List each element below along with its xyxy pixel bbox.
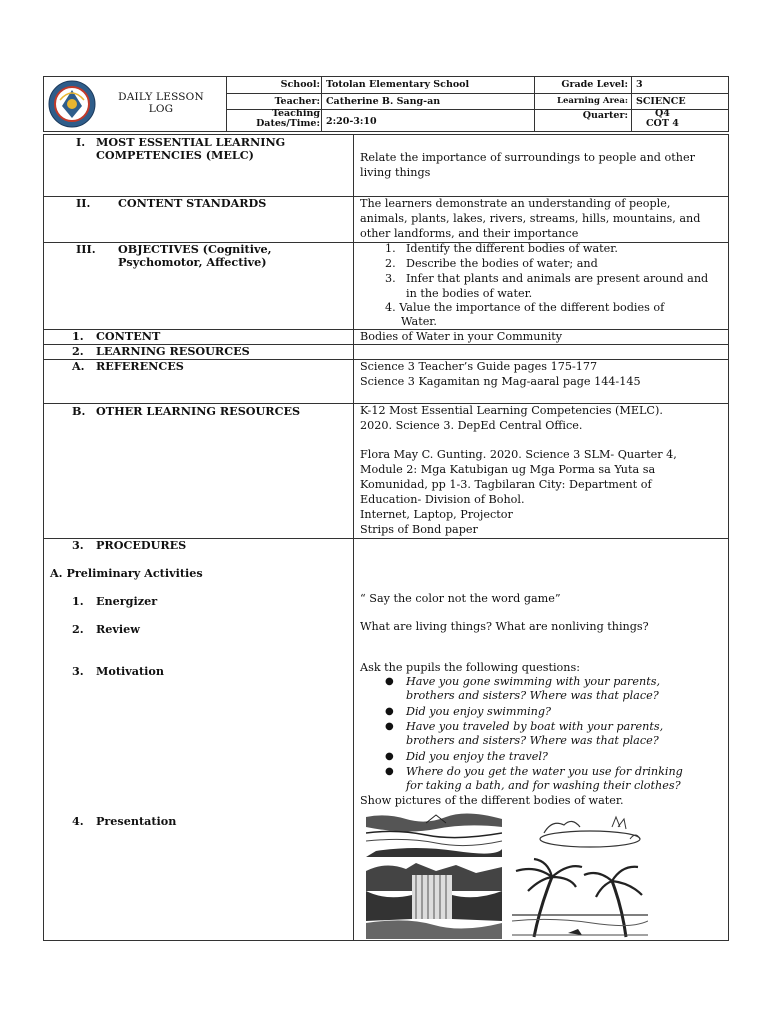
quarter-label: Quarter: — [582, 110, 628, 121]
quarter-value-block — [646, 109, 679, 129]
cs-text3: other landforms, and their importance — [360, 227, 579, 240]
document-title — [106, 91, 216, 115]
grade-label: Grade Level: — [561, 79, 628, 90]
q1-text2: brothers and sisters? Where was that place? — [406, 689, 659, 702]
obj4-text1: 4. Value the importance of the different bodies of — [385, 301, 665, 314]
rev-title: Review — [96, 622, 140, 636]
doc-title-line2: LOG — [148, 103, 174, 115]
q1-text1: Have you gone swimming with your parents, — [406, 675, 661, 688]
area-label: Learning Area: — [557, 96, 628, 106]
q2-text: Did you enjoy swimming? — [406, 705, 552, 718]
melc-title1: MOST ESSENTIAL LEARNING — [96, 135, 286, 149]
river-illustration — [366, 811, 502, 857]
rev-text: What are living things? What are nonliving things? — [360, 620, 649, 633]
olr-text2: 2020. Science 3. DepEd Central Office. — [360, 419, 583, 432]
olr-num: B. — [72, 404, 86, 418]
obj1-num: 1. — [385, 242, 396, 255]
teacher-label: Teacher: — [274, 96, 320, 107]
cs-text1: The learners demonstrate an understanding of people, — [360, 197, 671, 210]
olr-text8: Strips of Bond paper — [360, 523, 478, 536]
q3-text1: Have you traveled by boat with your parents, — [406, 720, 664, 733]
mot-title: Motivation — [96, 664, 165, 678]
area-value: SCIENCE — [636, 96, 686, 107]
melc-text2: living things — [360, 166, 431, 179]
content-text: Bodies of Water in your Community — [360, 330, 563, 343]
cs-text2: animals, plants, lakes, rivers, streams, hills, mountains, and — [360, 212, 701, 225]
waterfall-illustration — [366, 861, 502, 939]
logo-cell — [44, 77, 227, 131]
lr-num: 2. — [72, 344, 84, 358]
olr-text3: Flora May C. Gunting. 2020. Science 3 SLM- Quarter 4, — [360, 448, 677, 461]
bullet-icon: ● — [385, 766, 394, 777]
obj-num: III. — [76, 242, 96, 256]
grade-value: 3 — [636, 79, 643, 90]
dates-label-line2: Dates/Time: — [256, 118, 320, 129]
obj2-num: 2. — [385, 257, 396, 270]
pres-title: Presentation — [96, 814, 177, 828]
olr-text4: Module 2: Mga Katubigan ug Mga Porma sa Yuta sa — [360, 463, 656, 476]
q3-text2: brothers and sisters? Where was that place? — [406, 734, 659, 747]
olr-text5: Komunidad, pp 1-3. Tagbilaran City: Department of — [360, 478, 652, 491]
pond-illustration — [534, 815, 646, 849]
ref-text1: Science 3 Teacher’s Guide pages 175-177 — [360, 360, 598, 373]
ener-num: 1. — [72, 594, 84, 608]
obj3-num: 3. — [385, 272, 396, 285]
cs-title: CONTENT STANDARDS — [118, 196, 267, 210]
obj-title1: OBJECTIVES (Cognitive, — [118, 242, 272, 256]
header-row-school — [226, 77, 728, 94]
olr-text1: K-12 Most Essential Learning Competencies (MELC). — [360, 404, 663, 417]
content-num: 1. — [72, 329, 84, 343]
obj-title2: Psychomotor, Affective) — [118, 255, 267, 269]
quarter-extra: COT 4 — [646, 118, 679, 129]
bullet-icon: ● — [385, 706, 394, 717]
content-title: CONTENT — [96, 329, 161, 343]
mot-num: 3. — [72, 664, 84, 678]
mot-intro: Ask the pupils the following questions: — [360, 661, 580, 674]
proc-num: 3. — [72, 538, 84, 552]
prelim-heading: A. Preliminary Activities — [50, 566, 203, 580]
ref-title: REFERENCES — [96, 359, 184, 373]
header-grid — [226, 77, 728, 131]
lr-title: LEARNING RESOURCES — [96, 344, 250, 358]
show-text: Show pictures of the different bodies of water. — [360, 794, 624, 807]
school-label: School: — [280, 79, 320, 90]
obj2-text: Describe the bodies of water; and — [406, 257, 598, 270]
beach-illustration — [512, 857, 648, 939]
q5-text1: Where do you get the water you use for drinking — [406, 765, 683, 778]
ener-title: Energizer — [96, 594, 158, 608]
proc-title: PROCEDURES — [96, 538, 187, 552]
deped-seal-icon — [48, 80, 96, 128]
olr-text7: Internet, Laptop, Projector — [360, 508, 513, 521]
ref-text2: Science 3 Kagamitan ng Mag-aaral page 144-145 — [360, 375, 641, 388]
rev-num: 2. — [72, 622, 84, 636]
lesson-table — [43, 134, 729, 941]
olr-text6: Education- Division of Bohol. — [360, 493, 525, 506]
bullet-icon: ● — [385, 721, 394, 732]
cs-num: II. — [76, 196, 91, 210]
melc-text1: Relate the importance of surroundings to people and other — [360, 151, 695, 164]
header-table — [43, 76, 729, 132]
obj1-text: Identify the different bodies of water. — [406, 242, 618, 255]
ener-text: “ Say the color not the word game” — [360, 592, 561, 605]
bullet-icon: ● — [385, 751, 394, 762]
header-row-dates — [226, 110, 728, 131]
q4-text: Did you enjoy the travel? — [406, 750, 548, 763]
ref-num: A. — [72, 359, 85, 373]
olr-title: OTHER LEARNING RESOURCES — [96, 404, 301, 418]
bullet-icon: ● — [385, 676, 394, 687]
melc-title2: COMPETENCIES (MELC) — [96, 148, 254, 162]
obj4-text2: Water. — [401, 315, 437, 328]
doc-title-line1: DAILY LESSON — [118, 91, 204, 103]
dates-label — [256, 109, 320, 129]
quarter-value: Q4 — [654, 108, 670, 119]
dates-value: 2:20-3:10 — [326, 116, 377, 127]
teacher-value: Catherine B. Sang-an — [326, 96, 441, 107]
obj3-text2: in the bodies of water. — [406, 287, 533, 300]
dates-label-line1: Teaching — [271, 108, 320, 119]
q5-text2: for taking a bath, and for washing their clothes? — [406, 779, 681, 792]
school-value: Totolan Elementary School — [326, 79, 470, 90]
pres-num: 4. — [72, 814, 84, 828]
obj3-text1: Infer that plants and animals are present around and — [406, 272, 709, 285]
melc-num: I. — [76, 135, 86, 149]
